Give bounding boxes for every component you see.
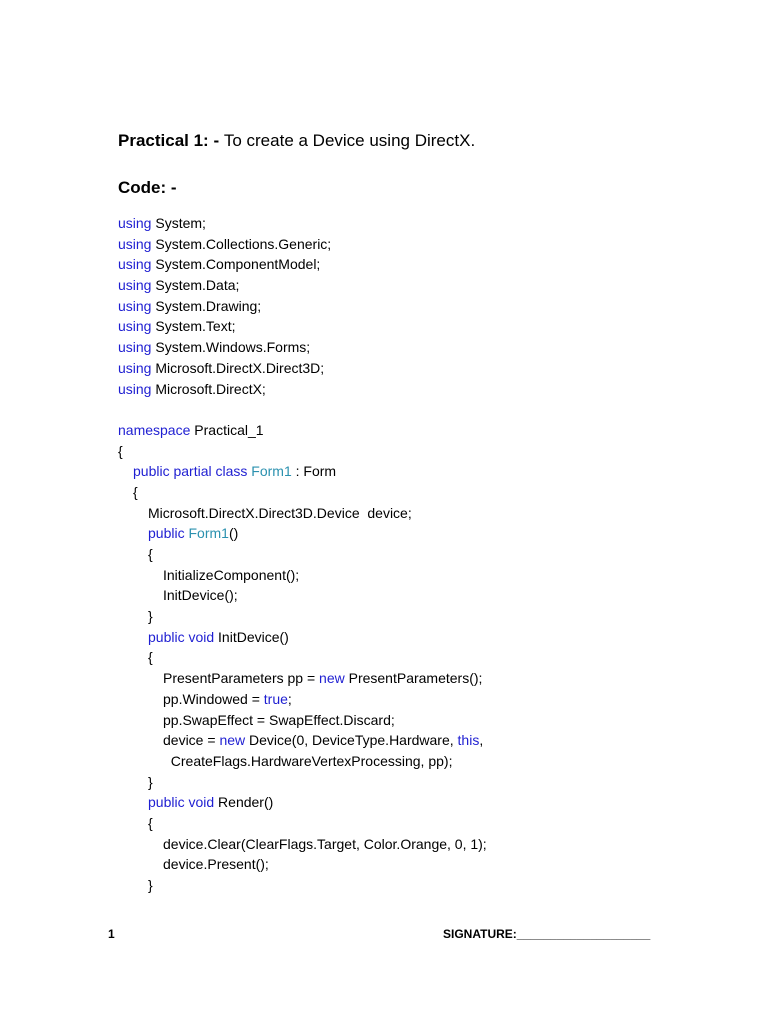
code-indent <box>118 668 163 689</box>
code-line <box>118 647 678 668</box>
code-text: InitDevice() <box>214 628 289 645</box>
code-keyword: using <box>118 297 152 314</box>
code-indent <box>118 875 148 896</box>
code-indent <box>118 710 163 731</box>
code-text: device.Present(); <box>163 856 269 873</box>
code-keyword: public void <box>148 794 215 811</box>
code-text: CreateFlags.HardwareVertexProcessing, pp); <box>163 752 453 769</box>
code-line <box>118 606 678 627</box>
code-keyword: true <box>263 690 288 707</box>
code-keyword: using <box>118 235 152 252</box>
code-text: Device(0, DeviceType.Hardware, <box>245 732 458 749</box>
code-text: Practical_1 <box>190 421 264 438</box>
code-line <box>118 399 678 420</box>
title-separator: - <box>208 131 224 150</box>
code-line <box>118 358 678 379</box>
code-text: pp.SwapEffect = SwapEffect.Discard; <box>163 711 395 728</box>
code-text: } <box>148 877 153 893</box>
code-line <box>118 689 678 710</box>
code-line <box>118 379 678 400</box>
code-text: pp.Windowed = <box>163 690 264 707</box>
code-text: , <box>479 732 484 749</box>
code-line <box>118 337 678 358</box>
code-keyword: this <box>457 732 480 749</box>
code-keyword: public partial class <box>133 463 248 480</box>
code-indent <box>118 751 163 772</box>
code-text: { <box>148 814 153 831</box>
code-keyword: new <box>219 732 246 749</box>
code-text: { <box>148 649 153 666</box>
code-indent <box>118 503 148 524</box>
code-text: device = <box>163 732 220 749</box>
code-indent <box>118 585 163 606</box>
code-indent <box>118 482 133 503</box>
code-line <box>118 710 678 731</box>
code-keyword: new <box>319 670 345 687</box>
code-text: PresentParameters(); <box>344 670 483 687</box>
code-indent <box>118 854 163 875</box>
code-text: PresentParameters pp = <box>163 670 320 687</box>
code-keyword: using <box>118 359 152 376</box>
code-line <box>118 772 678 793</box>
code-text: System.Windows.Forms; <box>151 339 311 356</box>
code-indent <box>118 813 148 834</box>
code-indent <box>118 730 163 751</box>
code-text: Microsoft.DirectX; <box>151 380 266 397</box>
code-text: () <box>228 525 239 542</box>
code-line <box>118 316 678 337</box>
code-keyword: using <box>118 380 152 397</box>
code-indent <box>118 544 148 565</box>
code-keyword: namespace <box>118 421 191 438</box>
code-keyword: using <box>118 339 152 356</box>
practical-aim: To create a Device using DirectX. <box>223 131 476 150</box>
code-indent <box>118 461 133 482</box>
code-text: System.Text; <box>151 318 236 335</box>
code-line <box>118 234 678 255</box>
code-text: System.Collections.Generic; <box>151 235 332 252</box>
code-text: System.Data; <box>151 277 240 294</box>
code-line <box>118 296 678 317</box>
code-line <box>118 585 678 606</box>
code-text: device.Clear(ClearFlags.Target, Color.Orange, 0, 1); <box>163 835 487 852</box>
code-text: { <box>133 483 138 500</box>
code-keyword: using <box>118 277 152 294</box>
code-indent <box>118 792 148 813</box>
code-line <box>118 523 678 544</box>
code-line <box>118 730 678 751</box>
code-line <box>118 834 678 855</box>
code-line <box>118 544 678 565</box>
code-text: InitDevice(); <box>163 587 238 604</box>
code-text: { <box>118 442 123 459</box>
code-text: System.Drawing; <box>151 297 262 314</box>
code-text: System; <box>151 215 206 231</box>
code-line <box>118 565 678 586</box>
code-type-name: Form1 <box>188 525 229 542</box>
code-text: System.ComponentModel; <box>151 256 321 273</box>
code-line <box>118 503 678 524</box>
code-text: } <box>148 608 153 625</box>
code-keyword: using <box>118 256 152 273</box>
code-line <box>118 441 678 462</box>
code-line <box>118 420 678 441</box>
code-text: InitializeComponent(); <box>163 566 300 583</box>
code-line <box>118 461 678 482</box>
code-text: } <box>148 773 153 790</box>
code-indent <box>118 772 148 793</box>
code-text: Render() <box>214 794 274 811</box>
code-indent <box>118 523 148 544</box>
signature-line: SIGNATURE:____________________ <box>443 927 651 941</box>
code-indent <box>118 689 163 710</box>
code-line <box>118 213 678 234</box>
code-line <box>118 854 678 875</box>
code-type-name: Form1 <box>251 463 292 480</box>
code-indent <box>118 834 163 855</box>
code-line <box>118 813 678 834</box>
code-text: Microsoft.DirectX.Direct3D.Device device; <box>148 504 412 521</box>
code-line <box>118 792 678 813</box>
code-keyword: public <box>148 525 185 542</box>
code-keyword: public void <box>148 628 215 645</box>
code-line <box>118 627 678 648</box>
code-indent <box>118 647 148 668</box>
code-keyword: using <box>118 215 152 231</box>
code-line <box>118 275 678 296</box>
code-indent <box>118 627 148 648</box>
practical-title <box>118 131 475 151</box>
code-indent <box>118 606 148 627</box>
code-heading: Code: - <box>118 178 177 197</box>
code-text: ; <box>287 690 292 707</box>
code-line <box>118 668 678 689</box>
code-line <box>118 482 678 503</box>
code-text: : Form <box>291 463 337 480</box>
code-line <box>118 254 678 275</box>
code-keyword: using <box>118 318 152 335</box>
code-line <box>118 875 678 896</box>
page-number: 1 <box>108 927 115 941</box>
code-text: Microsoft.DirectX.Direct3D; <box>151 359 325 376</box>
code-text: { <box>148 546 153 562</box>
code-line <box>118 751 678 772</box>
code-block <box>118 213 678 896</box>
practical-label: Practical 1: <box>118 131 209 150</box>
code-indent <box>118 565 163 586</box>
